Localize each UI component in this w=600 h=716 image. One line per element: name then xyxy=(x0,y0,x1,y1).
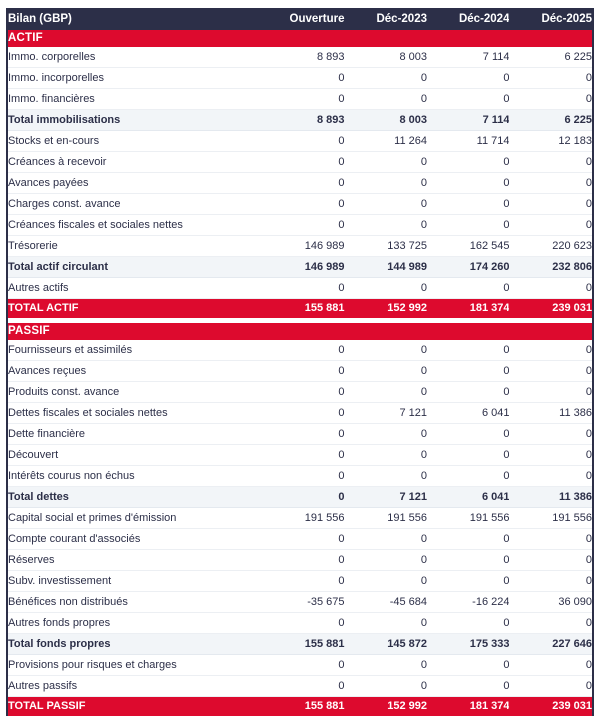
row-label: Dettes fiscales et sociales nettes xyxy=(8,403,262,424)
subtotal-row xyxy=(8,110,592,131)
row-value-col-2: 0 xyxy=(345,550,427,571)
row-label: Bénéfices non distribués xyxy=(8,592,262,613)
row-value-col-1 xyxy=(262,30,344,47)
row-value-col-2: 152 992 xyxy=(345,697,427,716)
row-value-col-2: 0 xyxy=(345,613,427,634)
row-label: Autres actifs xyxy=(8,278,262,299)
row-value-col-2: 152 992 xyxy=(345,299,427,319)
row-value-col-4: 239 031 xyxy=(509,697,592,716)
row-value-col-2: 0 xyxy=(345,424,427,445)
row-value-col-1: 0 xyxy=(262,278,344,299)
row-value-col-4: 191 556 xyxy=(509,508,592,529)
row-value-col-3: 0 xyxy=(427,529,509,550)
row-value-col-3: 0 xyxy=(427,466,509,487)
row-value-col-4: 6 225 xyxy=(509,110,592,131)
row-label: Immo. corporelles xyxy=(8,47,262,68)
row-label: TOTAL ACTIF xyxy=(8,299,262,319)
row-value-col-1: 0 xyxy=(262,173,344,194)
row-value-col-3: 0 xyxy=(427,655,509,676)
row-value-col-2: 0 xyxy=(345,529,427,550)
row-value-col-2: 0 xyxy=(345,361,427,382)
balance-sheet-table xyxy=(6,8,594,716)
row-value-col-4: 0 xyxy=(509,550,592,571)
row-value-col-3: 0 xyxy=(427,194,509,215)
row-value-col-1: 0 xyxy=(262,89,344,110)
row-value-col-1: 0 xyxy=(262,655,344,676)
table-row xyxy=(8,676,592,697)
table-row xyxy=(8,361,592,382)
table-row xyxy=(8,550,592,571)
row-value-col-4: 0 xyxy=(509,278,592,299)
row-value-col-2: 0 xyxy=(345,655,427,676)
row-value-col-3: 0 xyxy=(427,340,509,361)
table-row xyxy=(8,508,592,529)
row-value-col-1: 155 881 xyxy=(262,299,344,319)
row-value-col-1: 0 xyxy=(262,194,344,215)
table-row xyxy=(8,152,592,173)
row-value-col-4: 0 xyxy=(509,68,592,89)
row-label: Total dettes xyxy=(8,487,262,508)
row-label: Fournisseurs et assimilés xyxy=(8,340,262,361)
table-row xyxy=(8,466,592,487)
row-value-col-4: 227 646 xyxy=(509,634,592,655)
row-value-col-4: 12 183 xyxy=(509,131,592,152)
column-header-dec-2025: Déc-2025 xyxy=(509,8,592,30)
row-value-col-2: 7 121 xyxy=(345,487,427,508)
row-value-col-2: 0 xyxy=(345,173,427,194)
row-label: Immo. incorporelles xyxy=(8,68,262,89)
row-value-col-1 xyxy=(262,323,344,340)
row-value-col-1: 0 xyxy=(262,466,344,487)
table-row xyxy=(8,236,592,257)
row-label: TOTAL PASSIF xyxy=(8,697,262,716)
row-value-col-1: 0 xyxy=(262,215,344,236)
row-value-col-4: 0 xyxy=(509,361,592,382)
row-value-col-1: 0 xyxy=(262,152,344,173)
row-value-col-3 xyxy=(427,323,509,340)
row-value-col-3: -16 224 xyxy=(427,592,509,613)
row-value-col-2: 7 121 xyxy=(345,403,427,424)
row-value-col-3: 181 374 xyxy=(427,697,509,716)
row-value-col-4: 0 xyxy=(509,571,592,592)
table-row xyxy=(8,592,592,613)
row-label: Produits const. avance xyxy=(8,382,262,403)
row-value-col-2: 0 xyxy=(345,278,427,299)
row-value-col-4: 11 386 xyxy=(509,487,592,508)
row-value-col-3: 0 xyxy=(427,89,509,110)
row-value-col-4: 36 090 xyxy=(509,592,592,613)
row-value-col-4: 0 xyxy=(509,529,592,550)
grand-total-row xyxy=(8,299,592,319)
row-value-col-1: 0 xyxy=(262,361,344,382)
row-value-col-3: 0 xyxy=(427,382,509,403)
row-value-col-3: 0 xyxy=(427,424,509,445)
column-header-row xyxy=(8,8,592,30)
row-value-col-3: 0 xyxy=(427,571,509,592)
subtotal-row xyxy=(8,257,592,278)
row-value-col-1: 0 xyxy=(262,487,344,508)
row-value-col-2: 145 872 xyxy=(345,634,427,655)
row-value-col-1: 0 xyxy=(262,613,344,634)
table-title-cell: Bilan (GBP) xyxy=(8,8,262,30)
row-value-col-3: 0 xyxy=(427,445,509,466)
row-value-col-3: 0 xyxy=(427,361,509,382)
row-value-col-2: 8 003 xyxy=(345,110,427,131)
row-label: PASSIF xyxy=(8,323,262,340)
row-value-col-3: 162 545 xyxy=(427,236,509,257)
row-label: Découvert xyxy=(8,445,262,466)
table-row xyxy=(8,340,592,361)
row-value-col-1: 0 xyxy=(262,424,344,445)
column-header-dec-2023: Déc-2023 xyxy=(345,8,427,30)
row-value-col-1: 0 xyxy=(262,403,344,424)
row-value-col-4: 11 386 xyxy=(509,403,592,424)
subtotal-row xyxy=(8,634,592,655)
row-label: ACTIF xyxy=(8,30,262,47)
row-value-col-4: 0 xyxy=(509,340,592,361)
table-row xyxy=(8,424,592,445)
row-value-col-4: 0 xyxy=(509,424,592,445)
row-value-col-1: 0 xyxy=(262,340,344,361)
row-label: Total fonds propres xyxy=(8,634,262,655)
row-value-col-1: 155 881 xyxy=(262,634,344,655)
row-label: Charges const. avance xyxy=(8,194,262,215)
row-value-col-2: 0 xyxy=(345,152,427,173)
row-value-col-4: 0 xyxy=(509,382,592,403)
row-label: Total actif circulant xyxy=(8,257,262,278)
row-value-col-3: 0 xyxy=(427,68,509,89)
table-row xyxy=(8,47,592,68)
row-value-col-2: 8 003 xyxy=(345,47,427,68)
row-label: Capital social et primes d'émission xyxy=(8,508,262,529)
row-value-col-4 xyxy=(509,30,592,47)
row-value-col-3: 0 xyxy=(427,215,509,236)
row-value-col-4: 0 xyxy=(509,613,592,634)
table-row xyxy=(8,215,592,236)
row-value-col-1: 146 989 xyxy=(262,257,344,278)
row-value-col-2: 0 xyxy=(345,89,427,110)
row-value-col-3: 0 xyxy=(427,676,509,697)
row-value-col-4: 0 xyxy=(509,445,592,466)
row-value-col-2: 0 xyxy=(345,676,427,697)
column-header-ouverture: Ouverture xyxy=(262,8,344,30)
row-value-col-2: 0 xyxy=(345,466,427,487)
row-label: Dette financière xyxy=(8,424,262,445)
row-value-col-3: 6 041 xyxy=(427,403,509,424)
row-value-col-1: 0 xyxy=(262,382,344,403)
row-value-col-4: 0 xyxy=(509,655,592,676)
row-value-col-3: 7 114 xyxy=(427,110,509,131)
row-label: Autres fonds propres xyxy=(8,613,262,634)
row-value-col-2: 144 989 xyxy=(345,257,427,278)
row-value-col-4: 0 xyxy=(509,676,592,697)
row-value-col-1: 0 xyxy=(262,131,344,152)
row-label: Stocks et en-cours xyxy=(8,131,262,152)
row-value-col-4: 0 xyxy=(509,466,592,487)
table-row xyxy=(8,173,592,194)
table-row xyxy=(8,194,592,215)
row-value-col-1: 0 xyxy=(262,529,344,550)
row-value-col-2: 0 xyxy=(345,382,427,403)
grand-total-row xyxy=(8,697,592,716)
row-value-col-1: 191 556 xyxy=(262,508,344,529)
row-label: Avances reçues xyxy=(8,361,262,382)
row-value-col-2: 0 xyxy=(345,215,427,236)
row-value-col-3: 0 xyxy=(427,173,509,194)
row-value-col-2: 191 556 xyxy=(345,508,427,529)
row-value-col-1: -35 675 xyxy=(262,592,344,613)
row-value-col-3 xyxy=(427,30,509,47)
row-value-col-2: -45 684 xyxy=(345,592,427,613)
section-header-row xyxy=(8,323,592,340)
row-value-col-2: 11 264 xyxy=(345,131,427,152)
row-value-col-3: 191 556 xyxy=(427,508,509,529)
table-row xyxy=(8,655,592,676)
table-row xyxy=(8,278,592,299)
row-label: Réserves xyxy=(8,550,262,571)
row-value-col-1: 0 xyxy=(262,445,344,466)
row-value-col-1: 0 xyxy=(262,571,344,592)
row-value-col-1: 8 893 xyxy=(262,110,344,131)
row-label: Intérêts courus non échus xyxy=(8,466,262,487)
row-value-col-3: 6 041 xyxy=(427,487,509,508)
row-value-col-3: 0 xyxy=(427,550,509,571)
row-value-col-4: 220 623 xyxy=(509,236,592,257)
row-label: Avances payées xyxy=(8,173,262,194)
table-row xyxy=(8,613,592,634)
table-row xyxy=(8,382,592,403)
row-value-col-2: 0 xyxy=(345,571,427,592)
row-value-col-4: 0 xyxy=(509,173,592,194)
row-value-col-2 xyxy=(345,323,427,340)
table-row xyxy=(8,403,592,424)
row-label: Provisions pour risques et charges xyxy=(8,655,262,676)
row-value-col-4: 0 xyxy=(509,89,592,110)
row-label: Créances à recevoir xyxy=(8,152,262,173)
row-value-col-4: 0 xyxy=(509,215,592,236)
row-value-col-4: 0 xyxy=(509,194,592,215)
row-label: Immo. financières xyxy=(8,89,262,110)
row-value-col-2: 0 xyxy=(345,340,427,361)
table-row xyxy=(8,131,592,152)
row-value-col-3: 0 xyxy=(427,613,509,634)
row-value-col-1: 146 989 xyxy=(262,236,344,257)
row-value-col-3: 174 260 xyxy=(427,257,509,278)
row-value-col-4: 232 806 xyxy=(509,257,592,278)
row-value-col-1: 8 893 xyxy=(262,47,344,68)
table-row xyxy=(8,89,592,110)
row-value-col-3: 0 xyxy=(427,278,509,299)
row-value-col-3: 7 114 xyxy=(427,47,509,68)
row-label: Compte courant d'associés xyxy=(8,529,262,550)
row-value-col-2: 0 xyxy=(345,194,427,215)
row-value-col-4 xyxy=(509,323,592,340)
table-header xyxy=(8,8,592,30)
column-header-dec-2024: Déc-2024 xyxy=(427,8,509,30)
row-value-col-4: 0 xyxy=(509,152,592,173)
table-row xyxy=(8,68,592,89)
row-label: Subv. investissement xyxy=(8,571,262,592)
row-value-col-2: 0 xyxy=(345,68,427,89)
row-value-col-3: 0 xyxy=(427,152,509,173)
financial-table xyxy=(8,8,592,716)
row-label: Autres passifs xyxy=(8,676,262,697)
section-header-row xyxy=(8,30,592,47)
row-value-col-1: 0 xyxy=(262,550,344,571)
row-value-col-3: 11 714 xyxy=(427,131,509,152)
row-value-col-2 xyxy=(345,30,427,47)
table-row xyxy=(8,529,592,550)
table-row xyxy=(8,445,592,466)
table-body xyxy=(8,30,592,716)
row-label: Trésorerie xyxy=(8,236,262,257)
subtotal-row xyxy=(8,487,592,508)
row-value-col-1: 0 xyxy=(262,676,344,697)
row-value-col-3: 175 333 xyxy=(427,634,509,655)
row-label: Total immobilisations xyxy=(8,110,262,131)
row-value-col-1: 0 xyxy=(262,68,344,89)
row-value-col-2: 0 xyxy=(345,445,427,466)
row-value-col-1: 155 881 xyxy=(262,697,344,716)
row-value-col-3: 181 374 xyxy=(427,299,509,319)
row-label: Créances fiscales et sociales nettes xyxy=(8,215,262,236)
row-value-col-4: 239 031 xyxy=(509,299,592,319)
row-value-col-4: 6 225 xyxy=(509,47,592,68)
table-row xyxy=(8,571,592,592)
row-value-col-2: 133 725 xyxy=(345,236,427,257)
